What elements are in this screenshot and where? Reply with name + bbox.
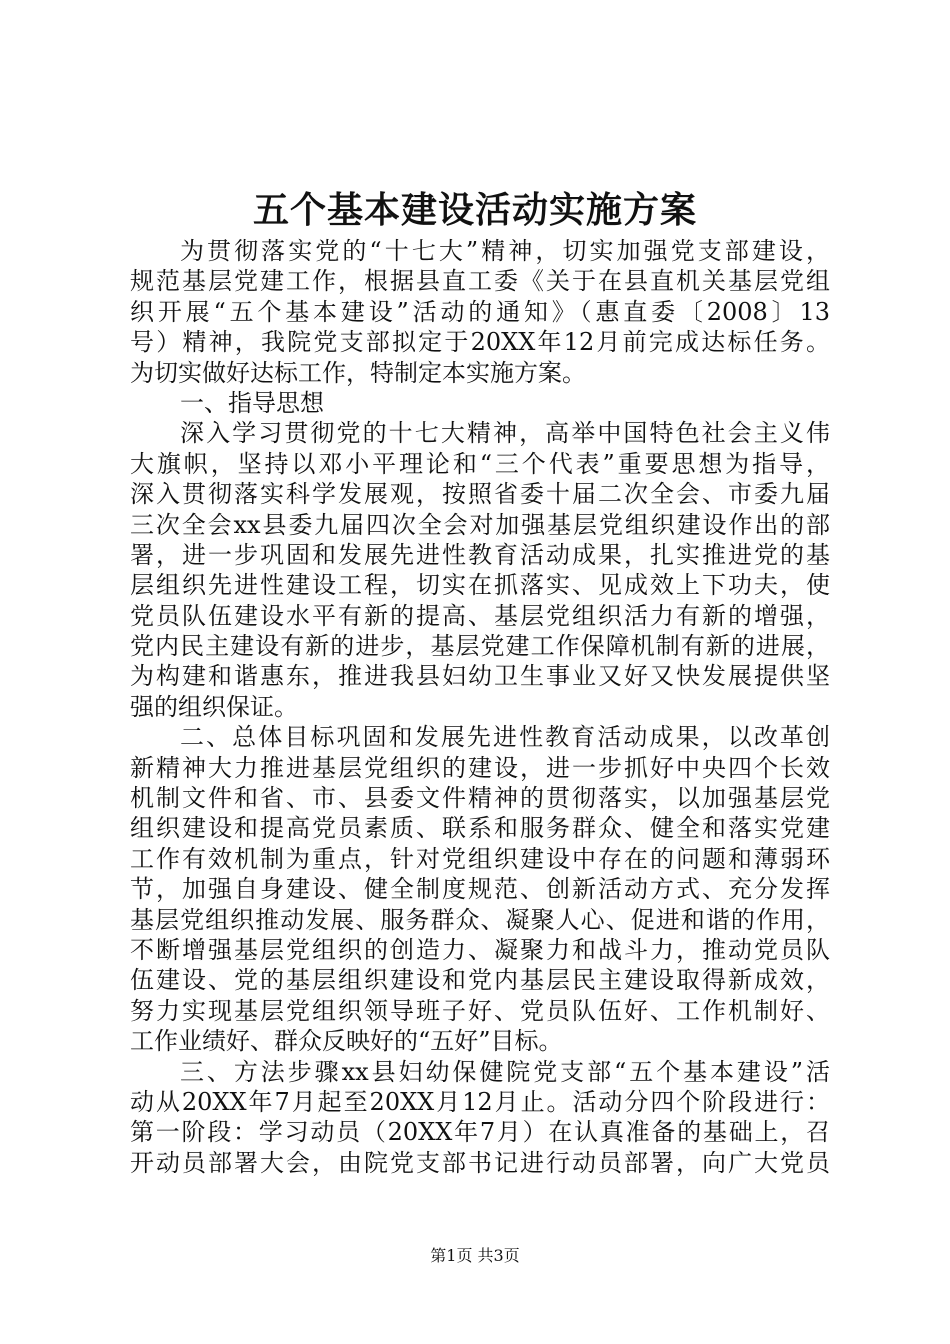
text-line: 机制文件和省、市、县委文件精神的贯彻落实，以加强基层党 — [130, 784, 830, 813]
text-line: 工作有效机制为重点，针对党组织建设中存在的问题和薄弱环 — [130, 844, 830, 873]
document-body — [130, 236, 830, 1178]
text-line: 深入贯彻落实科学发展观，按照省委十届二次全会、市委九届 — [130, 480, 830, 509]
text-line: 伍建设、党的基层组织建设和党内基层民主建设取得新成效， — [130, 966, 830, 995]
text-line: 为构建和谐惠东，推进我县妇幼卫生事业又好又快发展提供坚 — [130, 662, 830, 691]
text-line: 号）精神，我院党支部拟定于20XX年12月前完成达标任务。 — [130, 328, 830, 357]
text-line: 工作业绩好、群众反映好的“五好”目标。 — [130, 1027, 563, 1056]
text-line: 为切实做好达标工作，特制定本实施方案。 — [130, 358, 586, 387]
text-line: 党内民主建设有新的进步，基层党建工作保障机制有新的进展， — [130, 632, 830, 661]
text-line: 二、总体目标巩固和发展先进性教育活动成果，以改革创 — [180, 723, 830, 752]
section-heading: 一、指导思想 — [180, 388, 324, 417]
text-line: 节，加强自身建设、健全制度规范、创新活动方式、充分发挥 — [130, 875, 830, 904]
text-line: 三次全会xx县委九届四次全会对加强基层党组织建设作出的部 — [130, 510, 830, 539]
text-line: 为贯彻落实党的“十七大”精神，切实加强党支部建设， — [180, 237, 830, 265]
text-line: 基层党组织推动发展、服务群众、凝聚人心、促进和谐的作用， — [130, 905, 830, 934]
text-line: 动从20XX年7月起至20XX月12月止。活动分四个阶段进行： — [130, 1087, 830, 1116]
text-line: 新精神大力推进基层党组织的建设，进一步抓好中央四个长效 — [130, 753, 830, 782]
text-line: 大旗帜，坚持以邓小平理论和“三个代表”重要思想为指导， — [130, 449, 830, 478]
text-line: 党员队伍建设水平有新的提高、基层党组织活力有新的增强， — [130, 601, 830, 630]
text-line: 规范基层党建工作，根据县直工委《关于在县直机关基层党组 — [130, 267, 830, 296]
text-line: 不断增强基层党组织的创造力、凝聚力和战斗力，推动党员队 — [130, 935, 830, 964]
text-line: 层组织先进性建设工程，切实在抓落实、见成效上下功夫，使 — [130, 571, 830, 600]
text-line: 织开展“五个基本建设”活动的通知》（惠直委〔2008〕13 — [130, 297, 830, 326]
text-line: 深入学习贯彻党的十七大精神，高举中国特色社会主义伟 — [180, 419, 830, 448]
text-line: 组织建设和提高党员素质、联系和服务群众、健全和落实党建 — [130, 814, 830, 843]
text-line: 开动员部署大会，由院党支部书记进行动员部署，向广大党员 — [130, 1148, 830, 1177]
text-line: 署，进一步巩固和发展先进性教育活动成果，扎实推进党的基 — [130, 540, 830, 569]
text-line: 努力实现基层党组织领导班子好、党员队伍好、工作机制好、 — [130, 996, 830, 1025]
text-line: 第一阶段：学习动员（20XX年7月）在认真准备的基础上，召 — [130, 1118, 830, 1147]
page-footer: 第1页 共3页 — [430, 1246, 520, 1265]
text-line: 强的组织保证。 — [130, 692, 298, 721]
document-title: 五个基本建设活动实施方案 — [252, 189, 697, 231]
text-line: 三、方法步骤xx县妇幼保健院党支部“五个基本建设”活 — [180, 1057, 830, 1086]
